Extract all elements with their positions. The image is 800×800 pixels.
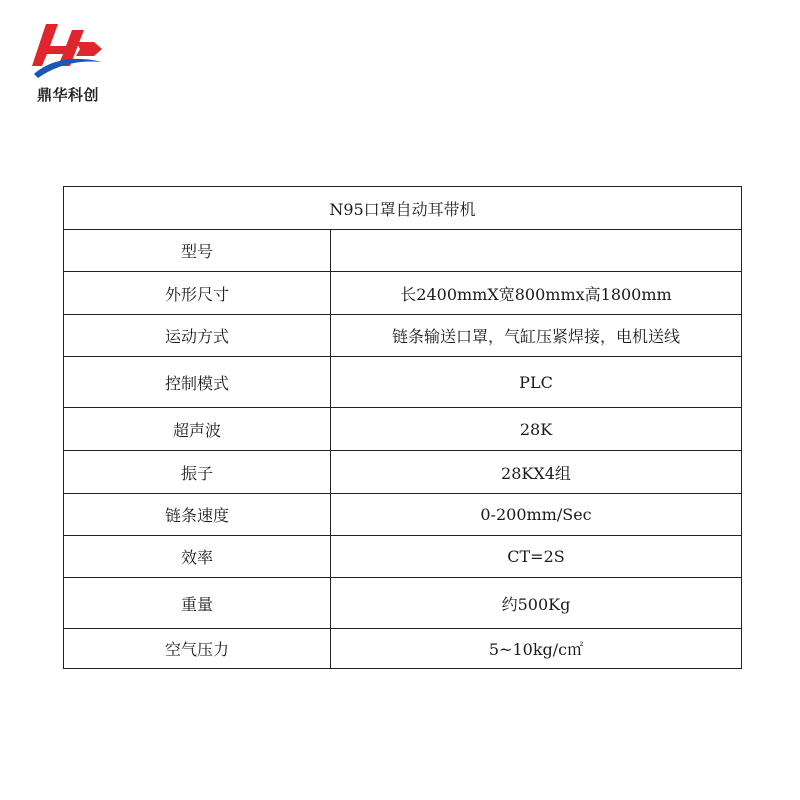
row-value: 链条输送口罩，气缸压紧焊接，电机送线 <box>331 315 742 357</box>
table-row <box>64 272 742 315</box>
table-row <box>64 494 742 536</box>
row-label: 重量 <box>64 578 331 629</box>
table-row <box>64 629 742 669</box>
row-label: 效率 <box>64 536 331 578</box>
brand-logo <box>28 22 108 108</box>
table-row <box>64 451 742 494</box>
row-value: 约500Kg <box>331 578 742 629</box>
row-label: 超声波 <box>64 408 331 451</box>
row-value: 0-200mm/Sec <box>331 494 742 536</box>
row-label: 型号 <box>64 230 331 272</box>
row-label: 运动方式 <box>64 315 331 357</box>
table-row <box>64 578 742 629</box>
table-row <box>64 408 742 451</box>
brand-name: 鼎华科创 <box>36 86 99 104</box>
row-value: 5~10kg/c㎡ <box>331 629 742 669</box>
row-value: 28K <box>331 408 742 451</box>
table-row <box>64 357 742 408</box>
table-title-row <box>64 187 742 230</box>
row-label: 振子 <box>64 451 331 494</box>
row-value: PLC <box>331 357 742 408</box>
table-row <box>64 536 742 578</box>
row-label: 链条速度 <box>64 494 331 536</box>
table-row <box>64 230 742 272</box>
row-value: 28KX4组 <box>331 451 742 494</box>
spec-table <box>63 186 742 669</box>
row-value: CT=2S <box>331 536 742 578</box>
table-title: N95口罩自动耳带机 <box>64 187 742 230</box>
table-row <box>64 315 742 357</box>
logo-mark-icon <box>32 22 104 82</box>
row-label: 外形尺寸 <box>64 272 331 315</box>
row-label: 空气压力 <box>64 629 331 669</box>
row-label: 控制模式 <box>64 357 331 408</box>
row-value <box>331 230 742 272</box>
row-value: 长2400mmX宽800mmx高1800mm <box>331 272 742 315</box>
